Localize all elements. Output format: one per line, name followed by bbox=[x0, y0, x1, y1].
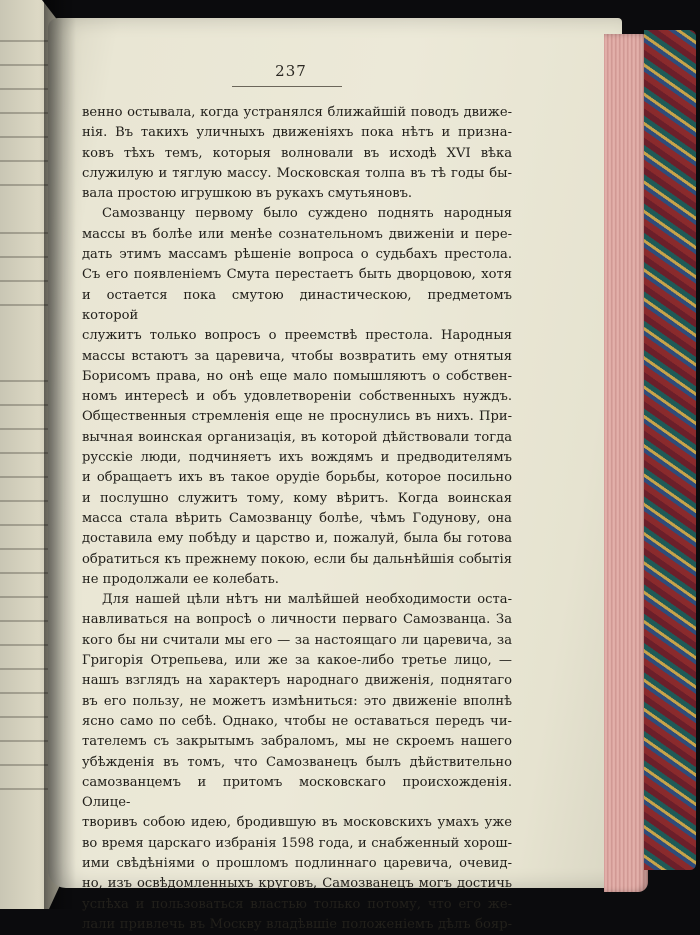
text-line: вычная воинская организація, въ которой дѣйствовали тогда bbox=[82, 429, 512, 445]
page-text bbox=[82, 103, 512, 935]
text-line: массы въ болѣе или менѣе сознательномъ движеніи и пере- bbox=[82, 226, 512, 242]
page-number: 237 bbox=[275, 62, 307, 80]
text-line: навливаться на вопросѣ о личности перваго Самозванца. За bbox=[82, 612, 512, 628]
text-line: служитъ только вопросъ о преемствѣ престола. Народныя bbox=[82, 328, 512, 344]
text-line: служилую и тяглую массу. Московская толпа въ тѣ годы бы- bbox=[82, 165, 512, 181]
text-line: ковъ тѣхъ темъ, которыя волновали въ исходѣ XVI вѣка bbox=[82, 145, 512, 161]
text-line: и остается пока смутою династическою, предметомъ которой bbox=[82, 287, 512, 323]
text-line: нашъ взглядъ на характеръ народнаго движенія, поднятаго bbox=[82, 673, 512, 689]
gilt-page-edges bbox=[604, 34, 648, 892]
text-line: не продолжали ее колебать. bbox=[82, 571, 279, 587]
text-line: но, изъ освѣдомленныхъ круговъ, Самозванецъ могъ достичь bbox=[82, 876, 512, 892]
text-line: кого бы ни считали мы его — за настоящаго ли царевича, за bbox=[82, 632, 512, 648]
text-line: самозванцемъ и притомъ московскаго происхожденія. Олице- bbox=[82, 774, 512, 811]
text-line: масса стала вѣрить Самозванцу болѣе, чѣмъ Годунову, она bbox=[82, 510, 512, 526]
text-line: русскіе люди, подчиняетъ ихъ вождямъ и предводителямъ bbox=[82, 450, 512, 466]
text-line: венно остывала, когда устранялся ближайшій поводъ движе- bbox=[82, 105, 512, 120]
text-line: дать этимъ массамъ рѣшеніе вопроса о судьбахъ престола. bbox=[82, 247, 512, 263]
text-line: Борисомъ права, но онѣ еще мало помышляютъ о собствен- bbox=[82, 368, 512, 384]
text-line: и обращаетъ ихъ въ такое орудіе борьбы, которое посильно bbox=[82, 470, 512, 486]
text-line: убѣжденія въ томъ, что Самозванецъ былъ дѣйствительно bbox=[82, 754, 512, 770]
text-line: творивъ собою идею, бродившую въ московскихъ умахъ уже bbox=[82, 815, 512, 831]
text-line: тателемъ съ закрытымъ забраломъ, мы не скроемъ нашего bbox=[82, 734, 512, 750]
text-line: доставила ему побѣду и царство и, пожалуй, была бы готова bbox=[82, 531, 512, 547]
text-line: Григорія Отрепьева, или же за какое-либо третье лицо, — bbox=[82, 653, 512, 669]
text-line: обратиться къ прежнему покою, если бы дальнѣйшія событія bbox=[82, 551, 512, 567]
text-line: Общественныя стремленія еще не проснулись въ нихъ. При- bbox=[82, 409, 512, 425]
text-line: успѣха и пользоваться властью только потому, что его же- bbox=[82, 896, 512, 912]
text-line: въ его пользу, не можетъ измѣниться: это движеніе вполнѣ bbox=[82, 693, 512, 709]
text-line: и послушно служитъ тому, кому вѣритъ. Когда воинская bbox=[82, 490, 512, 506]
marbled-cover bbox=[644, 30, 696, 870]
text-line: во время царскаго избранія 1598 года, и снабженный хорош- bbox=[82, 835, 512, 851]
text-line: ими свѣдѣніями о прошломъ подлиннаго царевича, очевид- bbox=[82, 855, 512, 871]
text-line: Съ его появленіемъ Смута перестаетъ быть дворцовою, хотя bbox=[82, 267, 512, 283]
text-line: лали привлечь въ Москву владѣвшіе положеніемъ дѣлъ бояр- bbox=[82, 916, 512, 932]
text-line: Самозванцу первому было суждено поднять народныя bbox=[102, 206, 512, 222]
header-rule bbox=[232, 86, 342, 87]
text-line: номъ интересѣ и объ удовлетвореніи собственныхъ нуждъ. bbox=[82, 389, 512, 405]
text-line: массы встаютъ за царевича, чтобы возвратить ему отнятыя bbox=[82, 348, 512, 364]
text-line: Для нашей цѣли нѣтъ ни малѣйшей необходимости оста- bbox=[102, 592, 512, 608]
text-line: вала простою игрушкою въ рукахъ смутьяновъ. bbox=[82, 186, 413, 202]
text-line: нія. Въ такихъ уличныхъ движеніяхъ пока нѣтъ и призна- bbox=[82, 125, 512, 141]
text-line: ясно само по себѣ. Однако, чтобы не оставаться передъ чи- bbox=[82, 713, 512, 729]
